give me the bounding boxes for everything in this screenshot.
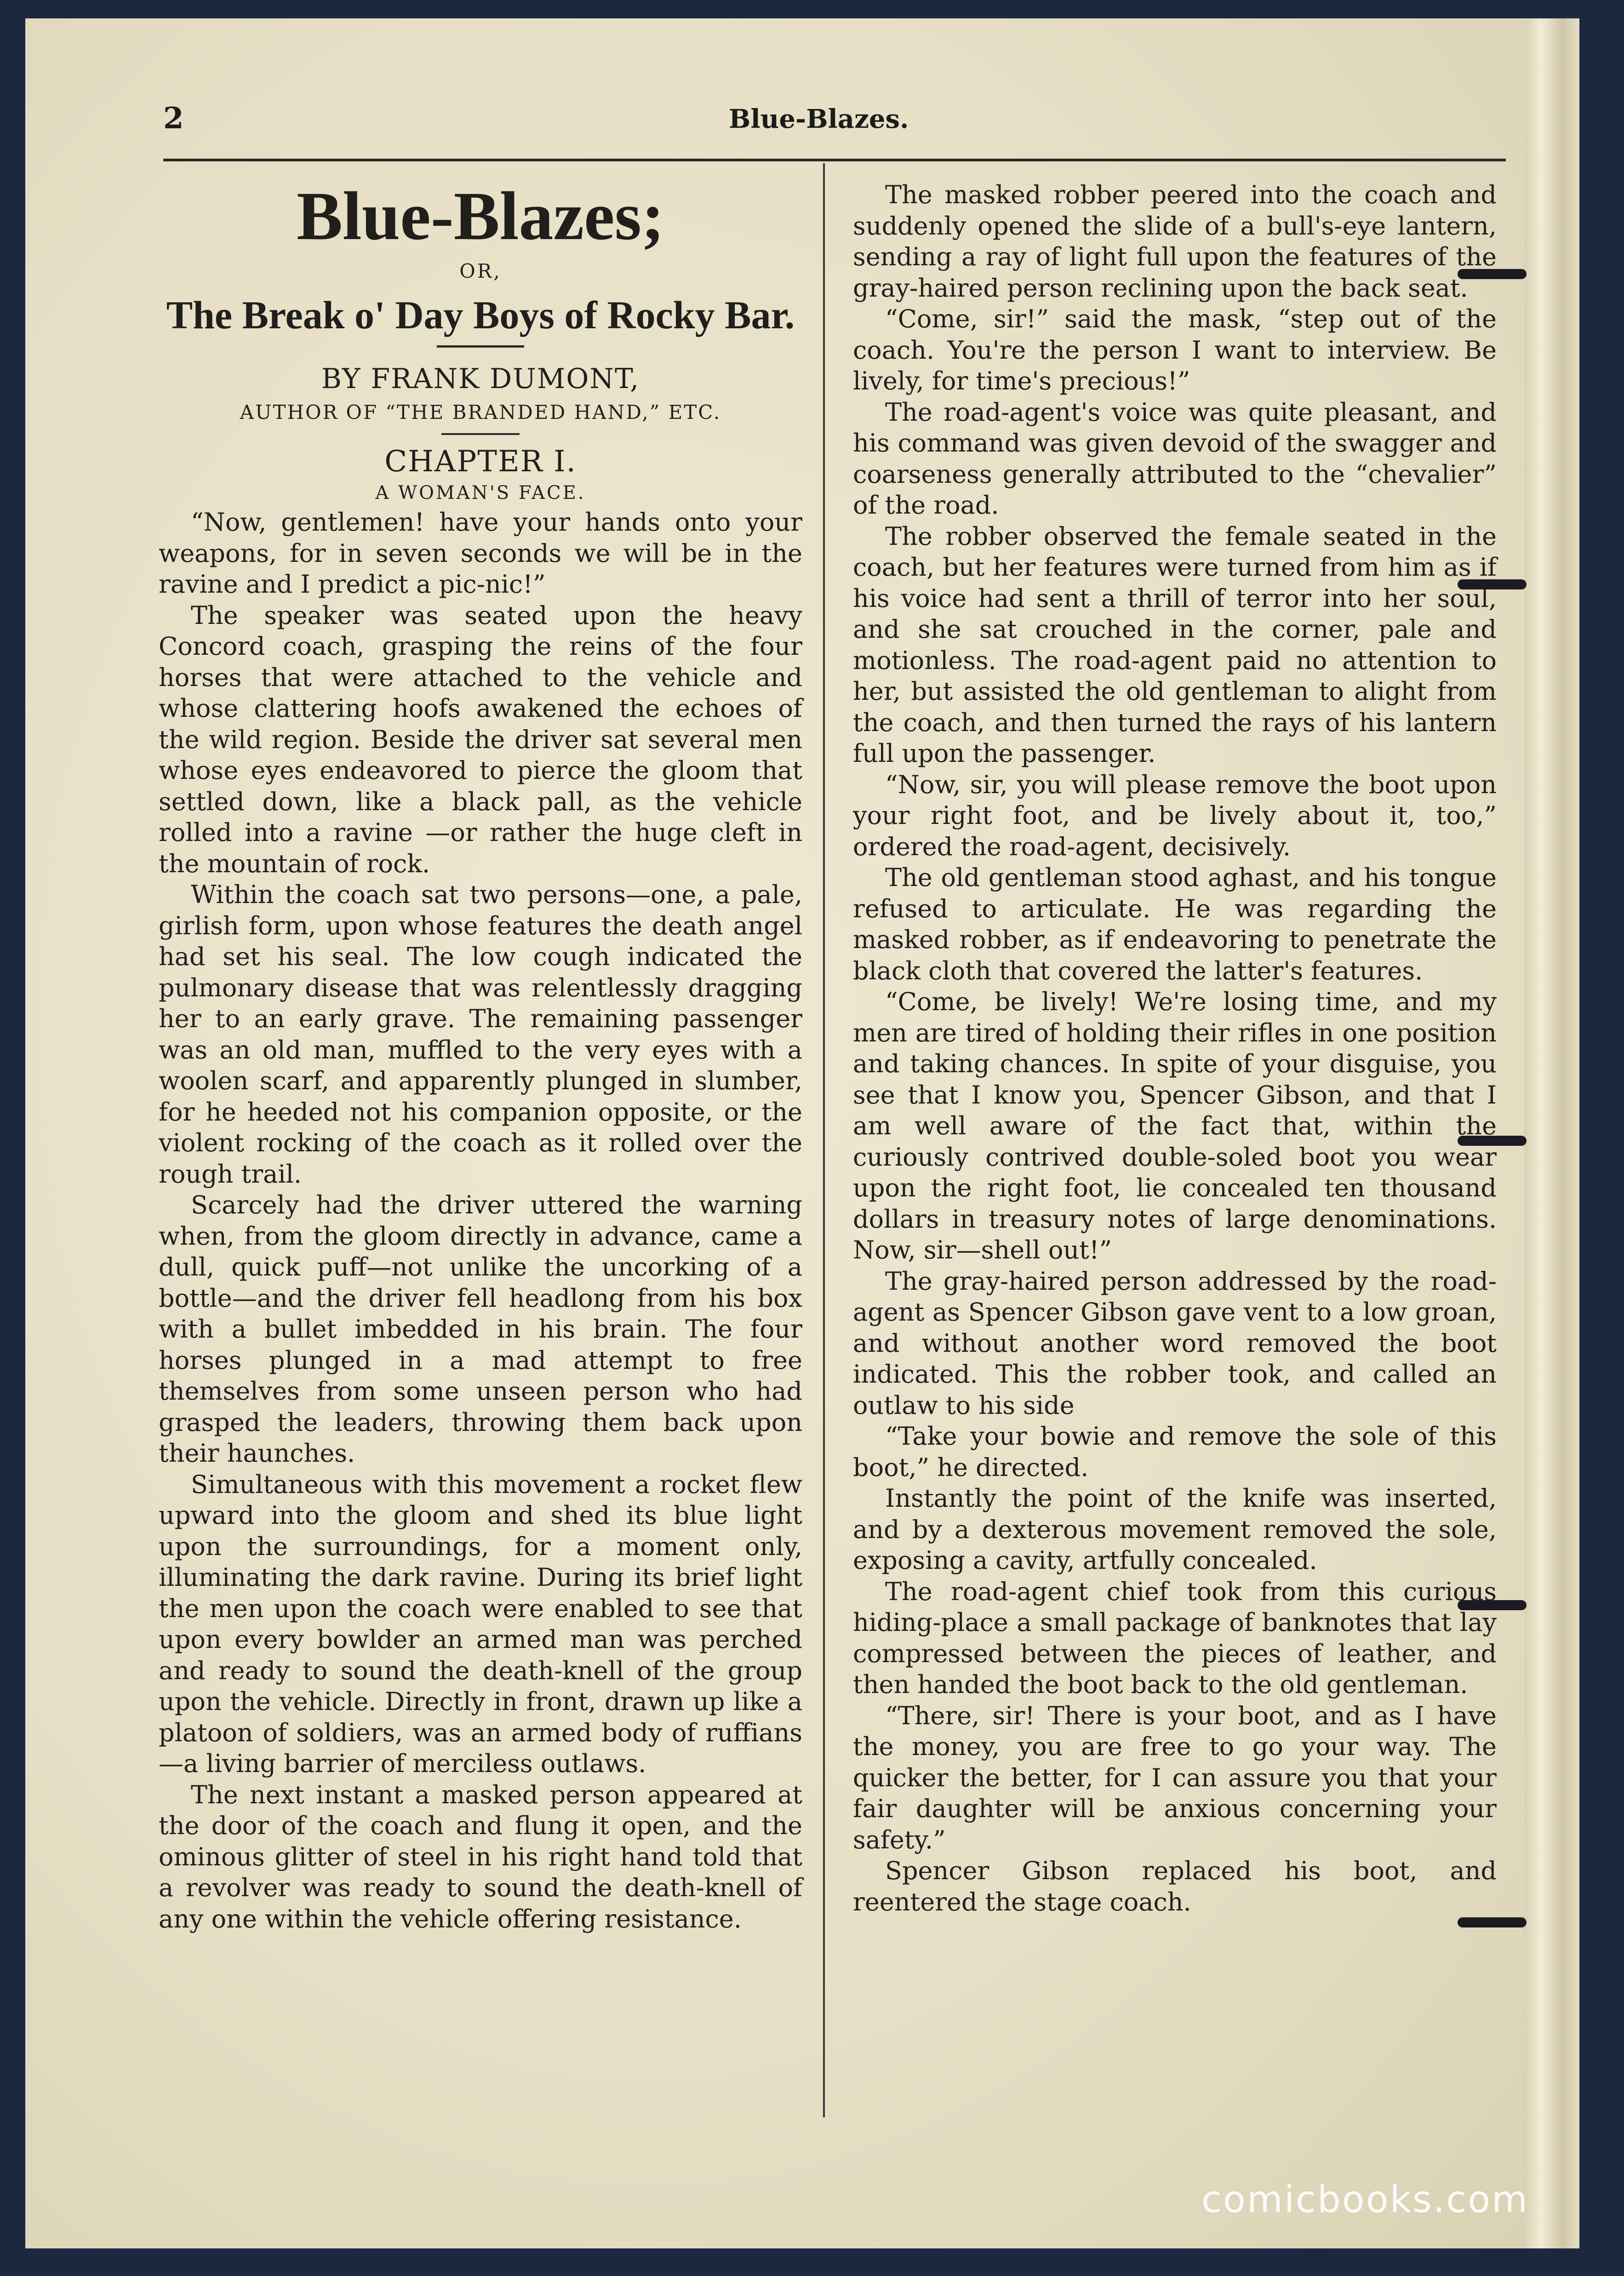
paragraph: “Now, sir, you will please remove the boot upon your right foot, and be lively about it, too,” ordered the road-agent, decisively. [853, 770, 1497, 861]
story-subtitle: The Break o' Day Boys of Rocky Bar. [166, 293, 795, 337]
paragraph: Spencer Gibson replaced his boot, and reentered the stage coach. [853, 1856, 1497, 1916]
right-column [853, 179, 1497, 1917]
paragraph: Simultaneous with this movement a rocket flew upward into the gloom and shed its blue light upon the surroundings, for a moment only, illuminating the dark ravine. During its brief light the men upon the coach were enabled to see that upon every bowlder an armed man was perched and ready to sound the death-knell of the group upon the vehicle. Directly in front, drawn up like a platoon of soldiers, was an armed body of ruffians—a living barrier of merciless outlaws. [159, 1470, 802, 1778]
header-rule [163, 159, 1506, 161]
story-title: Blue-Blazes; [297, 178, 664, 254]
column-divider [823, 163, 825, 2117]
running-title: Blue-Blazes. [729, 104, 909, 134]
story-or: OR, [459, 260, 502, 282]
binding-stitch [1458, 1917, 1527, 1927]
paragraph: “Come, be lively! We're losing time, and my men are tired of holding their rifles in one position and taking chances. In spite of your disguise, you see that I know you, Spencer Gibson, and that I am well aware of the fact that, within the curiously contrived double-soled boot you wear upon the right foot, lie concealed ten thousand dollars in treasury notes of large denominations. Now, sir—shell out!” [853, 987, 1497, 1264]
title-rule [437, 345, 524, 348]
paragraph: The old gentleman stood aghast, and his tongue refused to articulate. He was regarding the masked robber, as if endeavoring to penetrate the black cloth that covered the latter's features. [853, 863, 1497, 985]
paragraph: The road-agent's voice was quite pleasant, and his command was given devoid of the swagger and coarseness generally attributed to the “chevalier” of the road. [853, 397, 1497, 520]
chapter-heading: CHAPTER I. [384, 445, 577, 479]
paragraph: Scarcely had the driver uttered the warning when, from the gloom directly in advance, came a dull, quick puff—not unlike the uncorking of a bottle—and the driver fell headlong from his box with a bullet imbedded in his brain. The four horses plunged in a mad attempt to free themselves from some unseen person who had grasped the leaders, throwing them back upon their haunches. [159, 1190, 802, 1468]
paragraph: The next instant a masked person appeared at the door of the coach and flung it open, and the ominous glitter of steel in his right hand told that a revolver was ready to sound the death-knell of any one within the vehicle offering resistance. [159, 1780, 802, 1933]
paragraph: The speaker was seated upon the heavy Concord coach, grasping the reins of the four horses that were attached to the vehicle and whose clattering hoofs awakened the echoes of the wild region. Beside the driver sat several men whose eyes endeavored to pierce the gloom that settled down, like a black pall, as the vehicle rolled into a ravine —or rather the huge cleft in the mountain of rock. [159, 600, 802, 878]
running-head [163, 101, 1506, 147]
left-column [159, 179, 802, 1934]
paragraph: The masked robber peered into the coach and suddenly opened the slide of a bull's-eye lantern, sending a ray of light full upon the features of the gray-haired person reclining upon the back seat. [853, 180, 1497, 303]
paragraph: The gray-haired person addressed by the road-agent as Spencer Gibson gave vent to a low groan, and without another word removed the boot indicated. This the robber took, and called an outlaw to his side [853, 1266, 1497, 1420]
paragraph: The road-agent chief took from this curious hiding-place a small package of banknotes that lay compressed between the pieces of leather, and then handed the boot back to the old gentleman. [853, 1577, 1497, 1699]
paragraph: “Come, sir!” said the mask, “step out of the coach. You're the person I want to interview. Be lively, for time's precious!” [853, 304, 1497, 395]
page-number: 2 [163, 101, 184, 136]
paragraph: “Take your bowie and remove the sole of this boot,” he directed. [853, 1422, 1497, 1482]
magazine-page [25, 18, 1579, 2248]
paragraph: “Now, gentlemen! have your hands onto your weapons, for in seven seconds we will be in the ravine and I predict a pic-nic!” [159, 508, 802, 599]
author-credits: AUTHOR OF “THE BRANDED HAND,” ETC. [240, 401, 721, 423]
byline-rule [441, 433, 520, 435]
chapter-title: A WOMAN'S FACE. [375, 482, 586, 503]
watermark: comicbooks.com [1201, 2178, 1529, 2221]
paragraph: Within the coach sat two persons—one, a pale, girlish form, upon whose features the death angel had set his seal. The low cough indicated the pulmonary disease that was relentlessly dragging her to an early grave. The remaining passenger was an old man, muffled to the very eyes with a woolen scarf, and apparently plunged in slumber, for he heeded not his companion opposite, or the violent rocking of the coach as it rolled over the rough trail. [159, 880, 802, 1189]
paragraph: Instantly the point of the knife was inserted, and by a dexterous movement removed the sole, exposing a cavity, artfully concealed. [853, 1484, 1497, 1575]
paragraph: “There, sir! There is your boot, and as I have the money, you are free to go your way. The quicker the better, for I can assure you that your fair daughter will be anxious concerning your safety.” [853, 1701, 1497, 1854]
binding-spine [1524, 18, 1579, 2248]
paragraph: The robber observed the female seated in the coach, but her features were turned from him as if his voice had sent a thrill of terror into her soul, and she sat crouched in the corner, pale and motionless. The road-agent paid no attention to her, but assisted the old gentleman to alight from the coach, and then turned the rays of his lantern full upon the passenger. [853, 521, 1497, 768]
byline: BY FRANK DUMONT, [321, 363, 640, 395]
